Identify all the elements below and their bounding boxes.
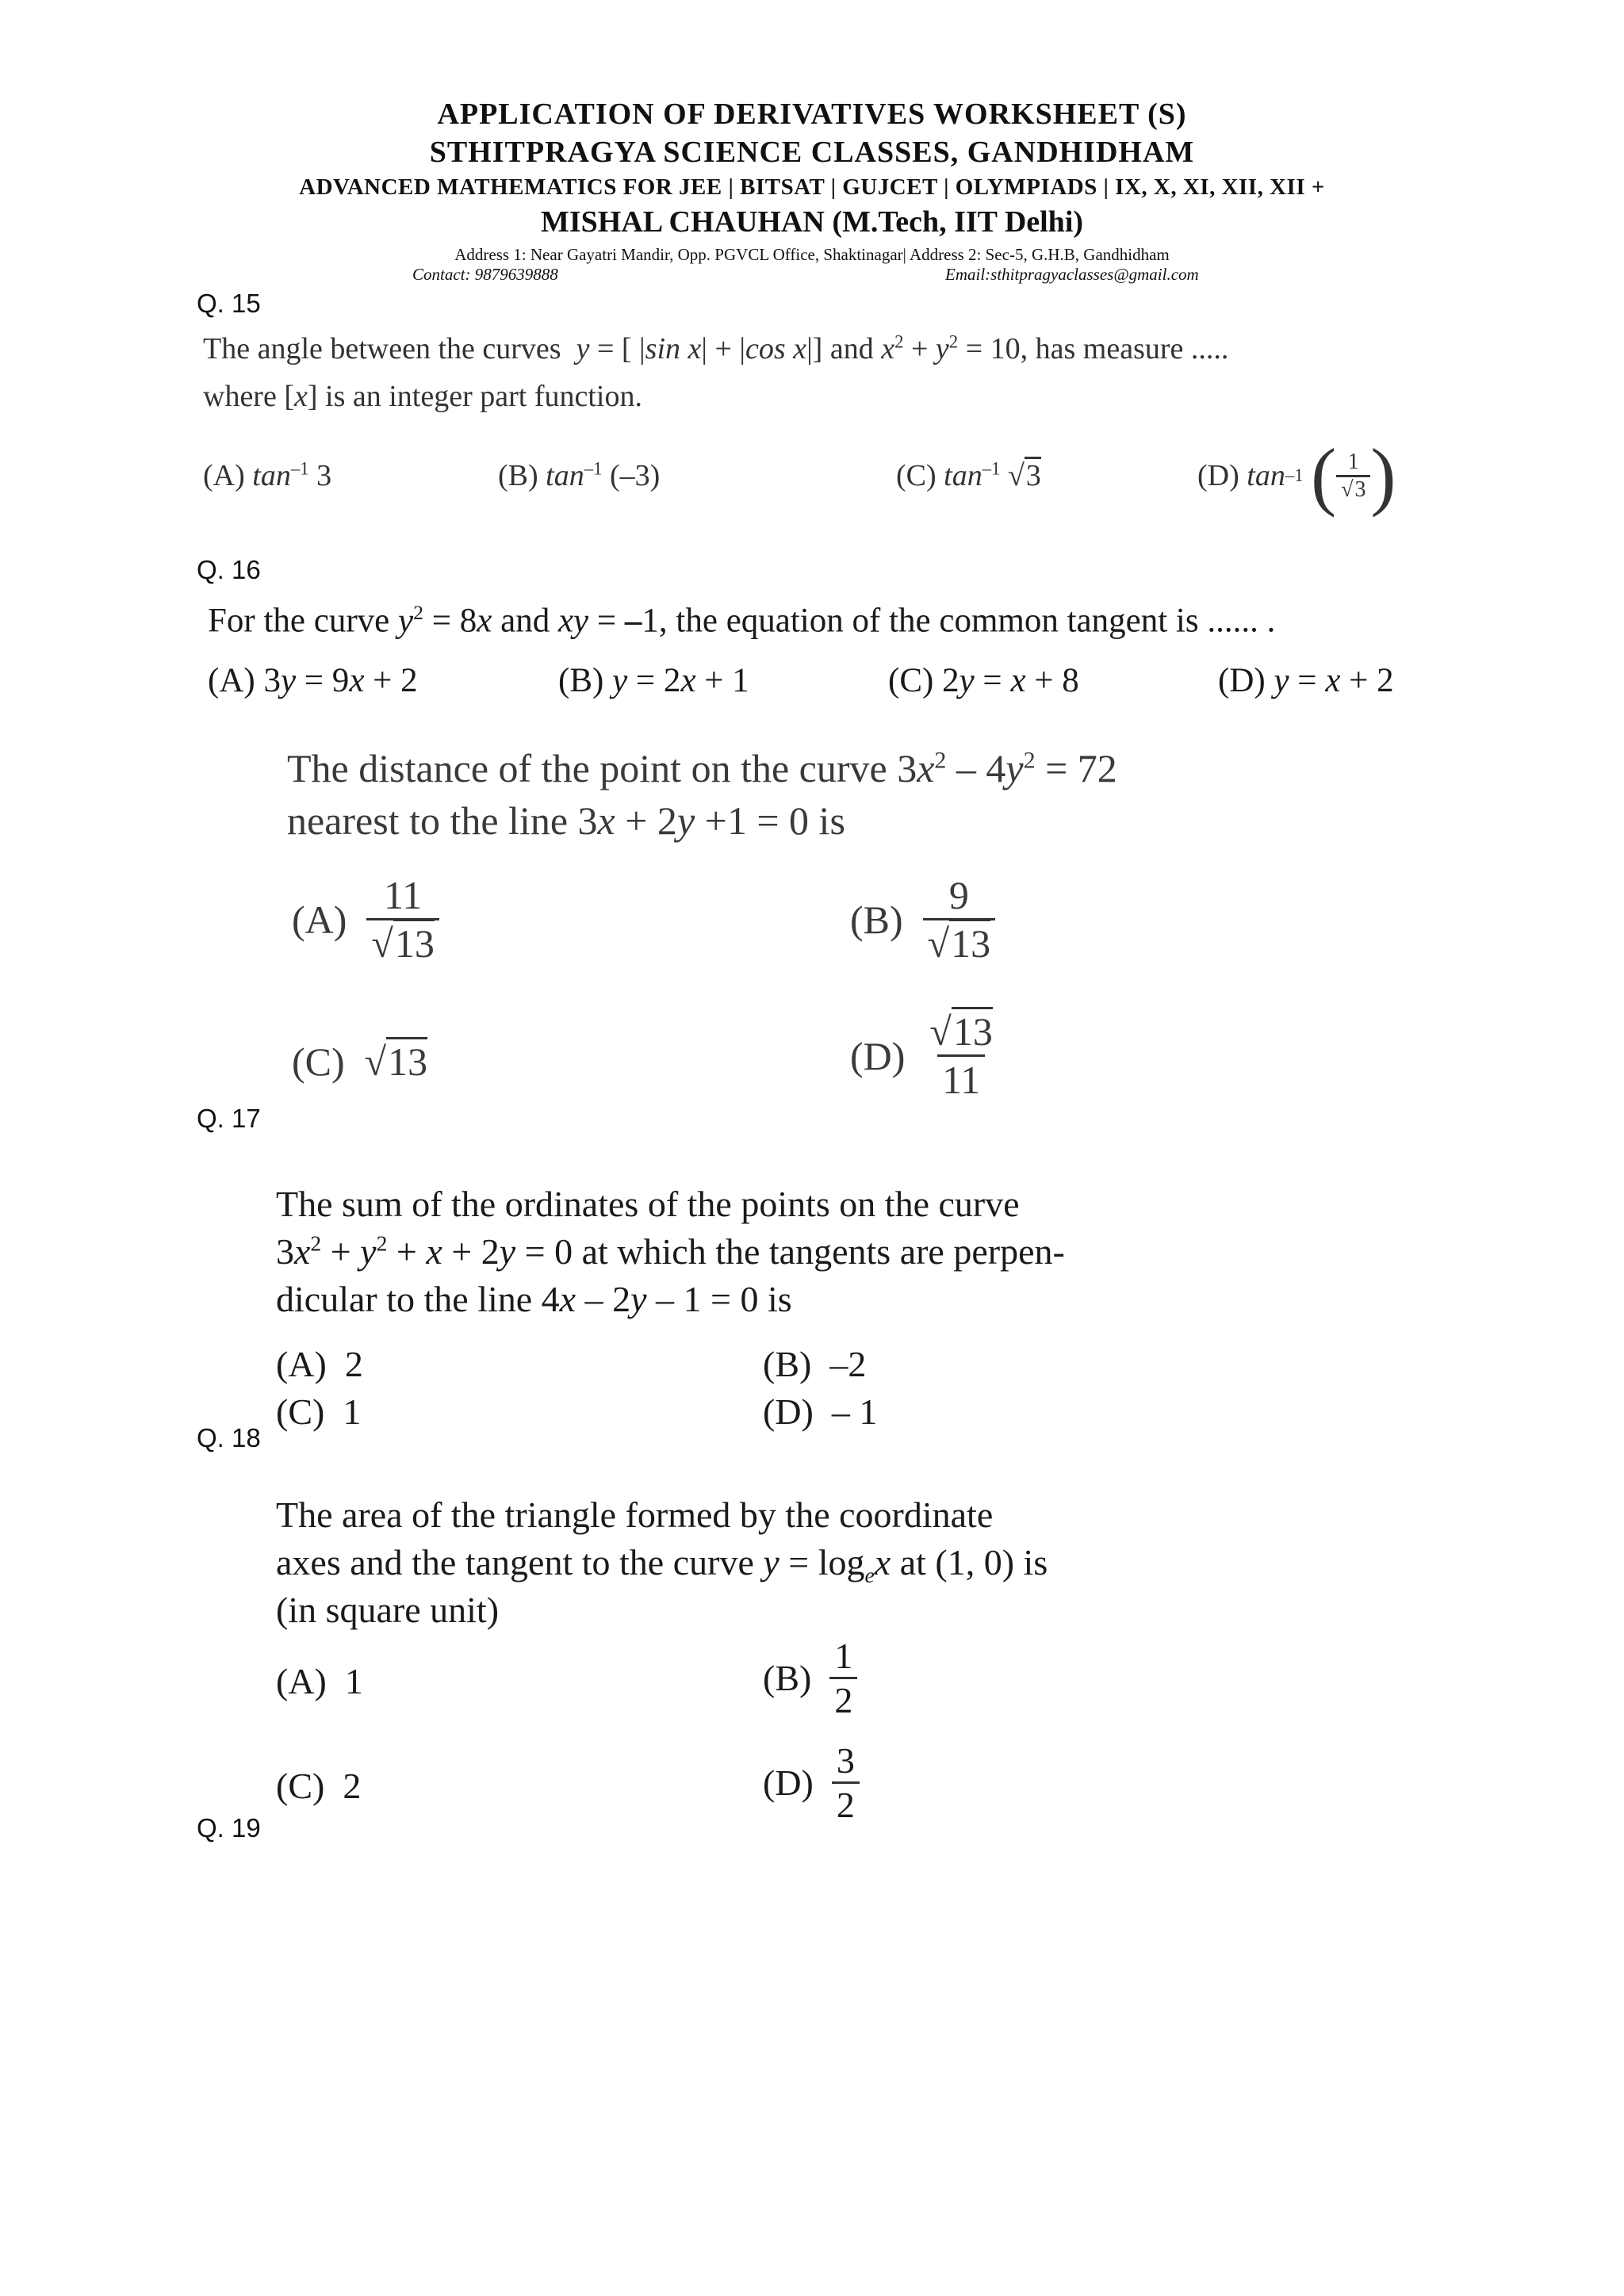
q16-option-a: (A) 3y = 9x + 2 [208, 662, 418, 699]
contact-number: Contact: 9879639888 [412, 265, 558, 284]
q19-option-c: (C) 2 [276, 1766, 362, 1806]
q15-stem-line1: The angle between the curves y = [ |sin x| + |cos x|] and $x^2 + y^2 = 10$, has measure ..... [203, 331, 1229, 365]
q15-option-b: (B) $\tan^{-1} (-3)$ [498, 458, 661, 492]
email-address: Email:sthitpragyaclasses@gmail.com [945, 265, 1199, 284]
q19-option-a: (A) 1 [276, 1661, 363, 1701]
q17-option-a: (A) $\frac{11}{√13}$ [292, 872, 439, 966]
question-label-16: Q. 16 [197, 555, 261, 584]
q15-option-c: (C) $\tan^{-1} √3$ [896, 458, 1041, 493]
q17-stem-line2: nearest to the line 3x + 2y +1 = 0 is [287, 798, 845, 843]
q19-stem-line1: The area of the triangle formed by the coordinate [276, 1494, 994, 1535]
q17-stem-line1: The distance of the point on the curve $3x^2 - 4y^2 = 72$ [287, 746, 1117, 790]
q16-option-d: (D) y = x + 2 [1218, 662, 1394, 699]
q18-option-b: (B) –2 [763, 1344, 867, 1384]
q15-option-d: (D) tan –1 ( $\frac{1}{√3}$ ) [1197, 433, 1396, 518]
q19-option-d: (D) $\frac{3}{2}$ [763, 1739, 860, 1826]
q19-stem-line2: axes and the tangent to the curve $y = \log_ex$ at (1, 0) is [276, 1542, 1048, 1588]
question-label-18: Q. 18 [197, 1423, 261, 1452]
q17-option-d: (D) $\frac{√13}{11}$ [850, 1008, 998, 1103]
question-label-17: Q. 17 [197, 1104, 261, 1133]
q16-option-c: (C) 2y = x + 8 [888, 662, 1079, 699]
q18-stem-line3: dicular to the line 4x – 2y – 1 = 0 is [276, 1279, 792, 1319]
q18-stem-line1: The sum of the ordinates of the points on the curve [276, 1184, 1020, 1224]
question-label-19: Q. 19 [197, 1813, 261, 1843]
q17-option-b: (B) $\frac{9}{√13}$ [850, 872, 995, 966]
q19-stem-line3: (in square unit) [276, 1590, 500, 1630]
q15-stem-line2: where [x] is an integer part function. [203, 380, 642, 413]
q17-option-c: (C) √13 [292, 1039, 427, 1085]
teacher-name: MISHAL CHAUHAN (M.Tech, IIT Delhi) [540, 205, 1084, 239]
q16-option-b: (B) y = 2x + 1 [558, 662, 749, 699]
institute-name: STHITPRAGYA SCIENCE CLASSES, GANDHIDHAM [429, 136, 1195, 169]
q16-stem: For the curve $y^2 = 8x$ and xy = –1, the equation of the common tangent is ...... . [208, 601, 1276, 640]
subjects-line: ADVANCED MATHEMATICS FOR JEE | BITSAT | GUJCET | OLYMPIADS | IX, X, XI, XII, XII + [299, 174, 1325, 200]
question-label-15: Q. 15 [197, 289, 261, 318]
q18-option-c: (C) 1 [276, 1391, 362, 1432]
worksheet-title: APPLICATION OF DERIVATIVES WORKSHEET (S) [437, 98, 1187, 131]
q18-option-a: (A) 2 [276, 1344, 363, 1384]
q18-option-d: (D) – 1 [763, 1391, 878, 1432]
address-line: Address 1: Near Gayatri Mandir, Opp. PGVCL Office, Shaktinagar| Address 2: Sec-5, G.H.B, Gandhidham [454, 245, 1170, 264]
q19-option-b: (B) $\frac{1}{2}$ [763, 1635, 857, 1721]
q18-stem-line2: $3x^2 + y^2 + x + 2y = 0$ at which the tangents are perpen- [276, 1230, 1065, 1272]
q15-option-a: (A) $\tan^{-1} 3$ [203, 458, 332, 492]
